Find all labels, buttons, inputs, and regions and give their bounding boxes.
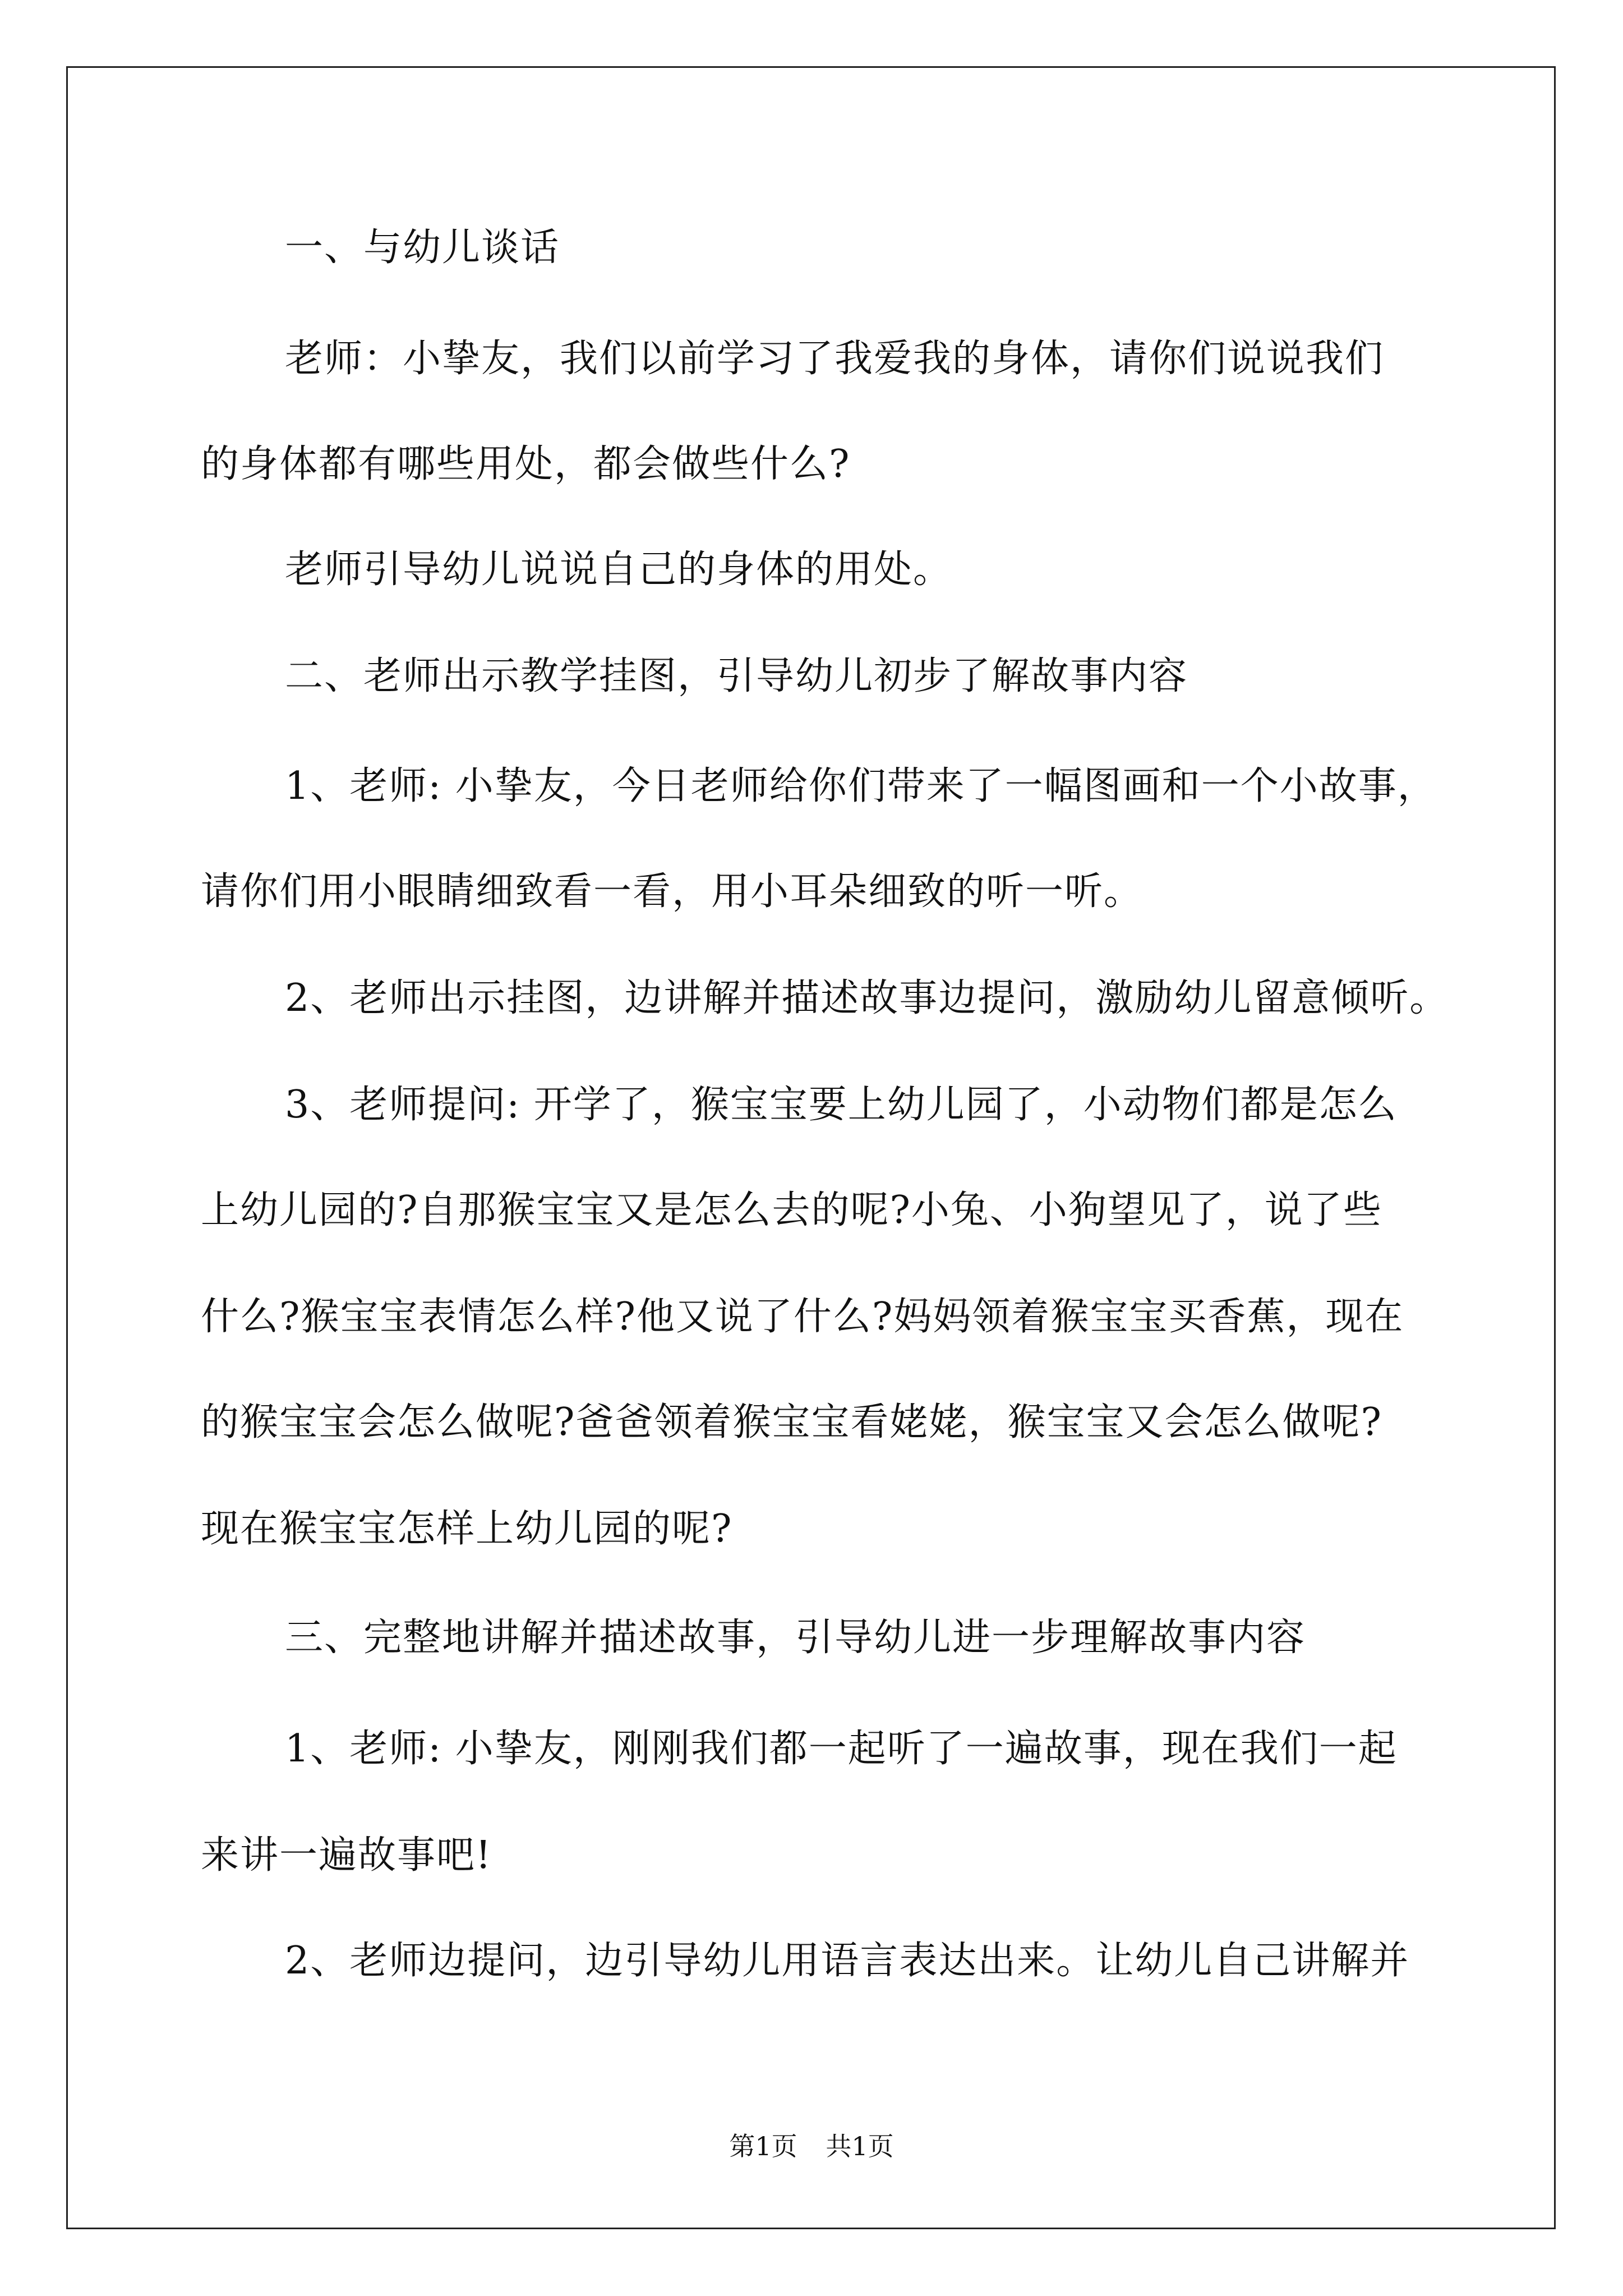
section-heading-3: 三、完整地讲解并描述故事，引导幼儿进一步理解故事内容 xyxy=(285,1616,1306,1660)
paragraph-line: 1、老师: 小挚友，刚刚我们都一起听了一遍故事，现在我们一起 xyxy=(285,1727,1398,1771)
paragraph-line: 的猴宝宝会怎么做呢?爸爸领着猴宝宝看姥姥，猴宝宝又会怎么做呢? xyxy=(201,1400,1382,1444)
page-total: 共1页 xyxy=(826,2131,894,2161)
page-number: 第1页 xyxy=(729,2131,797,2161)
paragraph-line: 什么?猴宝宝表情怎么样?他又说了什么?妈妈领着猴宝宝买香蕉，现在 xyxy=(201,1295,1404,1339)
page-footer xyxy=(0,2131,1623,2162)
paragraph-line: 3、老师提问: 开学了，猴宝宝要上幼儿园了，小动物们都是怎么 xyxy=(285,1083,1398,1127)
paragraph-line: 现在猴宝宝怎样上幼儿园的呢? xyxy=(201,1507,733,1551)
paragraph-line: 老师：小挚友，我们以前学习了我爱我的身体，请你们说说我们 xyxy=(285,337,1385,381)
paragraph-line: 的身体都有哪些用处，都会做些什么? xyxy=(201,442,851,486)
paragraph-line: 2、老师出示挂图，边讲解并描述故事边提问，激励幼儿留意倾听。 xyxy=(285,976,1449,1020)
section-heading-1: 一、与幼儿谈话 xyxy=(285,226,560,270)
paragraph-line: 老师引导幼儿说说自己的身体的用处。 xyxy=(285,547,953,592)
page-border xyxy=(66,66,1556,2229)
paragraph-line: 上幼儿园的?自那猴宝宝又是怎么去的呢?小兔、小狗望见了，说了些 xyxy=(201,1188,1382,1232)
paragraph-line: 请你们用小眼睛细致看一看，用小耳朵细致的听一听。 xyxy=(201,869,1144,914)
section-heading-2: 二、老师出示教学挂图，引导幼儿初步了解故事内容 xyxy=(285,654,1188,698)
paragraph-line: 1、老师: 小挚友，今日老师给你们带来了一幅图画和一个小故事， xyxy=(285,764,1437,808)
paragraph-line: 来讲一遍故事吧! xyxy=(201,1833,492,1878)
paragraph-line: 2、老师边提问，边引导幼儿用语言表达出来。让幼儿自己讲解并 xyxy=(285,1939,1410,1983)
